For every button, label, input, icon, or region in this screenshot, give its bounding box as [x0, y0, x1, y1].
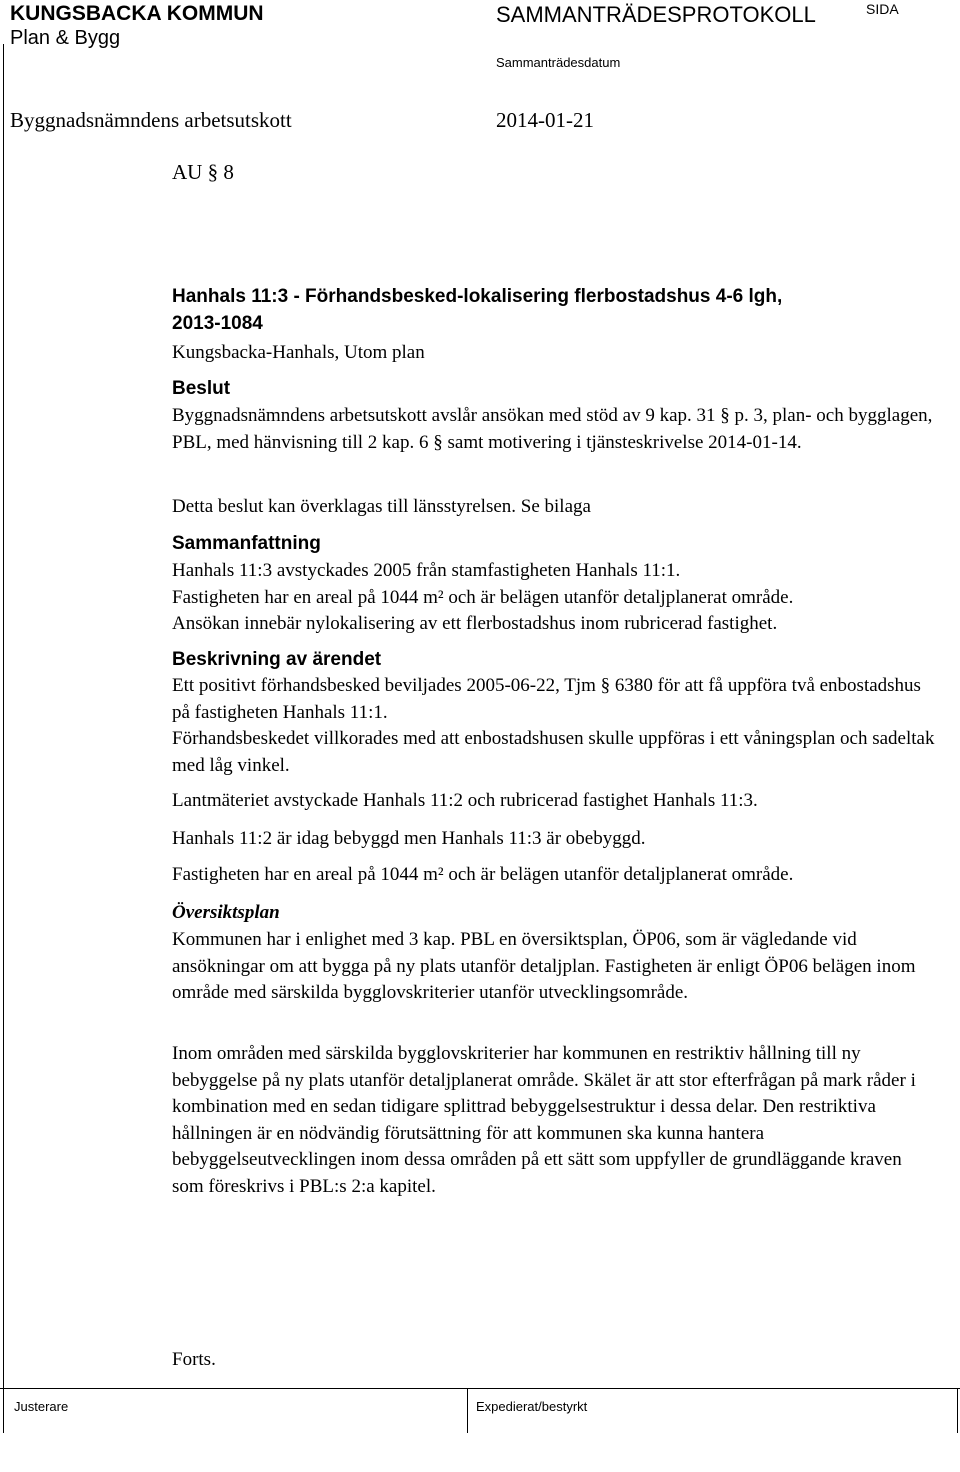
case-title — [172, 283, 942, 337]
sammanfattning-line-2: Fastigheten har en areal på 1044 m² och är belägen utanför detaljplanerat område. — [172, 587, 794, 608]
organization-name: KUNGSBACKA KOMMUN — [10, 2, 264, 25]
document-title: SAMMANTRÄDESPROTOKOLL — [496, 2, 816, 27]
page-label: SIDA — [866, 1, 899, 17]
beslut-text: Byggnadsnämndens arbetsutskott avslår ansökan med stöd av 9 kap. 31 § p. 3, plan- och bygglagen, PBL, med hänvisning till 2 kap. 6 § samt motivering i tjänsteskrivelse 2014-01-14. — [172, 405, 933, 453]
meeting-date: 2014-01-21 — [496, 108, 594, 132]
footer-left-border — [3, 1389, 4, 1433]
continued-note: Forts. — [172, 1349, 216, 1370]
sammanfattning-heading: Sammanfattning — [172, 533, 321, 554]
beskrivning-paragraph-3: Lantmäteriet avstyckade Hanhals 11:2 och rubricerad fastighet Hanhals 11:3. — [172, 790, 758, 811]
case-title-line-1: Hanhals 11:3 - Förhandsbesked-lokalisering flerbostadshus 4-6 lgh, — [172, 286, 783, 307]
sammanfattning-line-3: Ansökan innebär nylokalisering av ett flerbostadshus inom rubricerad fastighet. — [172, 613, 778, 634]
case-title-line-2: 2013-1084 — [172, 313, 263, 334]
oversiktsplan-paragraph-1: Kommunen har i enlighet med 3 kap. PBL en översiktsplan, ÖP06, som är vägledande vid ansökningar om att bygga på ny plats utanför detaljplan. Fastigheten är enligt ÖP06 belägen inom område med särskilda bygglovskriterier utanför utvecklingsområde. — [172, 929, 916, 1003]
beskrivning-paragraph-4: Hanhals 11:2 är idag bebyggd men Hanhals 11:3 är obebyggd. — [172, 828, 646, 849]
sammanfattning-line-1: Hanhals 11:3 avstyckades 2005 från stamfastigheten Hanhals 11:1. — [172, 560, 681, 581]
footer-divider — [0, 1388, 960, 1389]
footer-justerare-label: Justerare — [14, 1399, 69, 1414]
meeting-date-label: Sammanträdesdatum — [496, 55, 621, 70]
department-name: Plan & Bygg — [10, 27, 121, 49]
beskrivning-paragraph-5: Fastigheten har en areal på 1044 m² och är belägen utanför detaljplanerat område. — [172, 864, 794, 885]
beslut-heading: Beslut — [172, 378, 231, 399]
location: Kungsbacka-Hanhals, Utom plan — [172, 342, 425, 363]
committee-name: Byggnadsnämndens arbetsutskott — [10, 108, 292, 132]
appeal-note: Detta beslut kan överklagas till länsstyrelsen. Se bilaga — [172, 496, 591, 517]
footer-middle-divider — [467, 1389, 468, 1433]
footer-right-border — [957, 1389, 958, 1433]
section-reference: AU § 8 — [172, 160, 234, 184]
beskrivning-paragraph-1: Ett positivt förhandsbesked beviljades 2005-06-22, Tjm § 6380 för att få uppföra två enbostadshus på fastigheten Hanhals 11:1. — [172, 675, 921, 723]
footer-expedierat-label: Expedierat/bestyrkt — [476, 1399, 588, 1414]
left-margin-line — [3, 44, 4, 1424]
oversiktsplan-paragraph-2: Inom områden med särskilda bygglovskriterier har kommunen en restriktiv hållning till ny bebyggelse på ny plats utanför detaljplanerat område. Skälet är att stor efterfrågan på mark råder i kombination med en sedan tidigare splittrad bebyggelsestruktur i dessa delar. Den restriktiva hållningen är en nödvändig förutsättning för att kommunen ska kunna hantera bebyggelseutvecklingen inom dessa områden på ett sätt som uppfyller de grundläggande kraven som föreskrivs i PBL:s 2:a kapitel. — [172, 1043, 916, 1197]
oversiktsplan-heading: Översiktsplan — [172, 902, 280, 923]
beskrivning-paragraph-2: Förhandsbeskedet villkorades med att enbostadshusen skulle uppföras i ett våningsplan och sadeltak med låg vinkel. — [172, 728, 935, 776]
beskrivning-heading: Beskrivning av ärendet — [172, 649, 382, 670]
